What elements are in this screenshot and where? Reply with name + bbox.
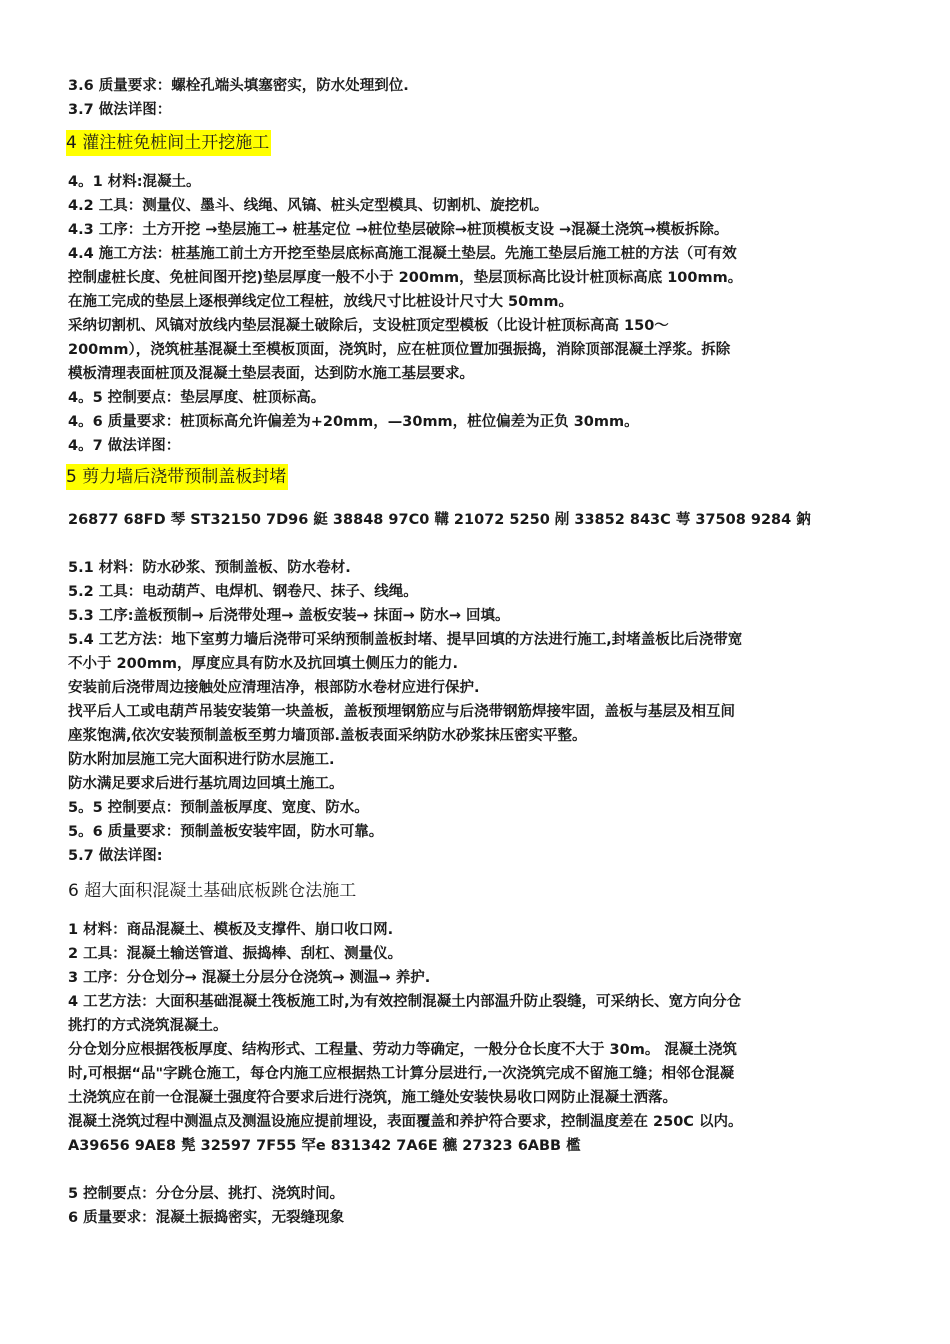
s5-body <box>68 556 888 868</box>
s4-body <box>68 170 888 458</box>
s6-heading: 6 超大面积混凝土基础底板跳仓法施工 <box>68 881 357 901</box>
s6-code-line: A39656 9AE8 髨 32597 7F55 罕e 831342 7A6E 穮 27323 6ABB 檻 <box>68 1138 581 1154</box>
s5-line: 防水附加层施工完大面积进行防水层施工. <box>68 752 335 768</box>
s6-line: 4 工艺方法：大面积基础混凝土筏板施工时,为有效控制混凝土内部温升防止裂缝，可采纳长、宽方向分仓 <box>68 994 742 1010</box>
s4-line: 200mm），浇筑桩基混凝土至模板顶面，浇筑时，应在桩顶位置加强振捣，消除顶部混凝土浮浆。拆除 <box>68 342 731 358</box>
s4-heading-row <box>68 126 888 160</box>
s4-line: 控制虚桩长度、免桩间图开挖)垫层厚度一般不小于 200mm，垫层顶标高比设计桩顶标高底 100mm。 <box>68 270 743 286</box>
s5-line: 5.7 做法详图: <box>68 848 163 864</box>
s4-line: 4。6 质量要求：桩顶标高允许偏差为+20mm，—30mm，桩位偏差为正负 30mm。 <box>68 414 639 430</box>
s6-line: 混凝土浇筑过程中测温点及测温设施应提前埋设，表面覆盖和养护符合要求，控制温度差在 250C 以内。 <box>68 1114 743 1130</box>
s4-line: 模板清理表面桩顶及混凝土垫层表面，达到防水施工基层要求。 <box>68 366 474 382</box>
s4-line: 4.3 工序：土方开挖 →垫层施工→ 桩基定位 →桩位垫层破除→桩顶模板支设 →混凝土浇筑→模板拆除。 <box>68 222 729 238</box>
s6-heading-row <box>68 874 888 908</box>
s4-heading: 4 灌注桩免桩间土开挖施工 <box>66 130 271 156</box>
s5-line: 不小于 200mm，厚度应具有防水及抗回填土侧压力的能力. <box>68 656 459 672</box>
s6-line: 挑打的方式浇筑混凝土。 <box>68 1018 228 1034</box>
s3-quality-line: 3.6 质量要求：螺栓孔端头填塞密实，防水处理到位. <box>68 78 409 94</box>
s4-line: 4。1 材料:混凝土。 <box>68 174 201 190</box>
document-page <box>68 74 888 1230</box>
s3-detail-line: 3.7 做法详图： <box>68 102 172 118</box>
s5-line: 5。5 控制要点：预制盖板厚度、宽度、防水。 <box>68 800 369 816</box>
s6-line: 时,可根据“品"字跳仓施工，每仓内施工应根据热工计算分层进行,一次浇筑完成不留施工缝；相邻仓混凝 <box>68 1066 735 1082</box>
s5-line: 座浆饱满,依次安装预制盖板至剪力墙顶部.盖板表面采纳防水砂浆抹压密实平整。 <box>68 728 587 744</box>
s6-line: 2 工具：混凝土输送管道、振捣棒、刮杠、测量仪。 <box>68 946 403 962</box>
s5-code-line: 26877 68FD 琴 ST32150 7D96 綎 38848 97C0 鞲 21072 5250 剐 33852 843C 萼 37508 9284 鈉 <box>68 512 811 528</box>
s4-line: 4。5 控制要点：垫层厚度、桩顶标高。 <box>68 390 326 406</box>
s5-line: 5.4 工艺方法：地下室剪力墙后浇带可采纳预制盖板封堵、提早回填的方法进行施工,封堵盖板比后浇带宽 <box>68 632 743 648</box>
s5-line: 5.1 材料：防水砂浆、预制盖板、防水卷材. <box>68 560 351 576</box>
s6-tail-line: 5 控制要点：分仓分层、挑打、浇筑时间。 <box>68 1186 345 1202</box>
s6-line: 土浇筑应在前一仓混凝土强度符合要求后进行浇筑，施工缝处安装快易收口网防止混凝土洒落。 <box>68 1090 677 1106</box>
s5-line: 找平后人工或电葫芦吊装安装第一块盖板，盖板预埋钢筋应与后浇带钢筋焊接牢固，盖板与基层及相互间 <box>68 704 735 720</box>
s6-tail-line: 6 质量要求：混凝土振捣密实，无裂缝现象 <box>68 1210 345 1226</box>
s5-line: 5.2 工具：电动葫芦、电焊机、钢卷尺、抹子、线绳。 <box>68 584 418 600</box>
s6-line: 3 工序：分仓划分→ 混凝土分层分仓浇筑→ 测温→ 养护. <box>68 970 431 986</box>
s4-line: 4.4 施工方法：桩基施工前土方开挖至垫层底标高施工混凝土垫层。先施工垫层后施工桩的方法（可有效 <box>68 246 737 262</box>
s4-line: 采纳切割机、风镐对放线内垫层混凝土破除后，支设桩顶定型模板（比设计桩顶标高高 150～ <box>68 318 669 334</box>
s5-line: 安装前后浇带周边接触处应清理洁净，根部防水卷材应进行保护. <box>68 680 480 696</box>
s5-line: 防水满足要求后进行基坑周边回填土施工。 <box>68 776 344 792</box>
s5-line: 5.3 工序:盖板预制→ 后浇带处理→ 盖板安装→ 抹面→ 防水→ 回填。 <box>68 608 510 624</box>
s5-heading-row <box>68 460 888 494</box>
s4-line: 在施工完成的垫层上逐根弹线定位工程桩，放线尺寸比桩设计尺寸大 50mm。 <box>68 294 573 310</box>
s4-line: 4.2 工具：测量仪、墨斗、线绳、风镐、桩头定型模具、切割机、旋挖机。 <box>68 198 549 214</box>
s4-line: 4。7 做法详图： <box>68 438 181 454</box>
s6-line: 分仓划分应根据筏板厚度、结构形式、工程量、劳动力等确定，一般分仓长度不大于 30m。 混凝土浇筑 <box>68 1042 737 1058</box>
s5-line: 5。6 质量要求：预制盖板安装牢固，防水可靠。 <box>68 824 384 840</box>
s6-line: 1 材料：商品混凝土、模板及支撑件、崩口收口网. <box>68 922 394 938</box>
s6-body <box>68 918 888 1158</box>
s5-heading: 5 剪力墙后浇带预制盖板封堵 <box>66 464 288 490</box>
